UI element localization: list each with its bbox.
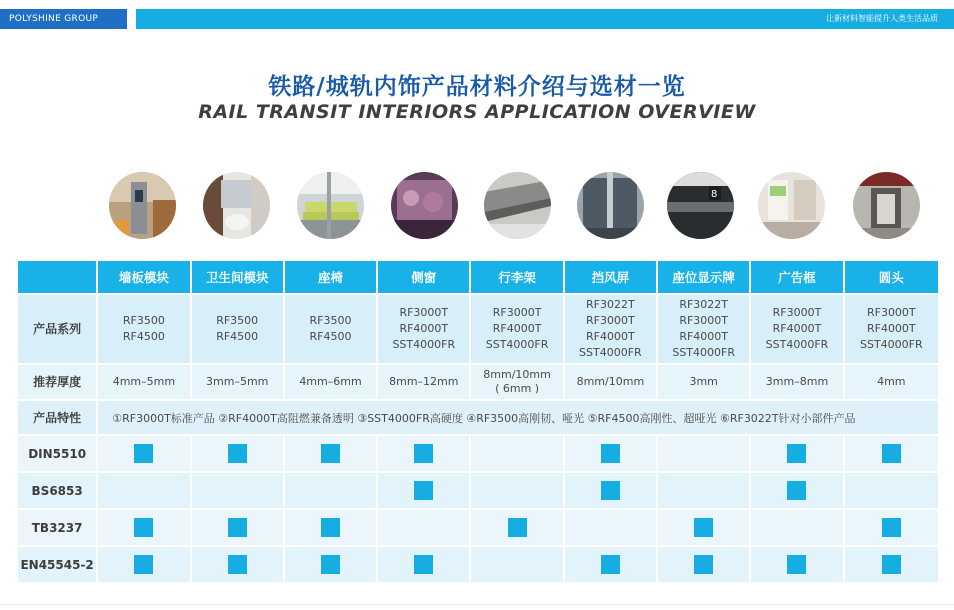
features-text: ①RF3000T标准产品 ②RF4000T高阻燃兼备透明 ③SST4000FR高硬度 ④RF3500高刚韧、哑光 ⑤RF4500高刚性、超哑光 ⑥RF3022T针对小部件产品 <box>98 401 938 436</box>
standard-cell <box>285 547 378 584</box>
standard-cell <box>565 473 658 510</box>
thickness-cell: 8mm/10mm ( 6mm ) <box>471 365 564 401</box>
header-corner <box>18 261 98 295</box>
standards-body <box>18 436 938 584</box>
col-header-seat-display: 座位显示牌 <box>658 261 751 295</box>
compliance-mark <box>508 518 527 537</box>
standard-name: BS6853 <box>18 473 98 510</box>
col-header-windscreen: 挡风屏 <box>565 261 658 295</box>
standard-cell <box>751 473 844 510</box>
standard-cell <box>471 547 564 584</box>
compliance-mark <box>228 444 247 463</box>
compliance-mark <box>414 444 433 463</box>
col-header-ad-frame: 广告框 <box>751 261 844 295</box>
compliance-mark <box>787 481 806 500</box>
series-cell: RF3500 RF4500 <box>192 295 285 365</box>
windscreen-photo <box>577 172 644 239</box>
compliance-mark <box>414 555 433 574</box>
standard-cell <box>751 547 844 584</box>
standard-row <box>18 473 938 510</box>
standard-cell <box>471 473 564 510</box>
compliance-mark <box>228 518 247 537</box>
thickness-cell: 4mm–6mm <box>285 365 378 401</box>
standard-cell <box>658 547 751 584</box>
compliance-mark <box>787 444 806 463</box>
top-banner <box>136 9 954 29</box>
slogan: 让新材料智能提升人类生活品质 <box>826 14 938 23</box>
standard-name: EN45545-2 <box>18 547 98 584</box>
compliance-mark <box>228 555 247 574</box>
standard-cell <box>98 547 191 584</box>
page-title-cn: 铁路/城轨内饰产品材料介绍与选材一览 <box>268 74 686 100</box>
standard-cell <box>658 473 751 510</box>
series-cell: RF3500 RF4500 <box>98 295 191 365</box>
standard-name: TB3237 <box>18 510 98 547</box>
bottom-divider <box>0 604 954 605</box>
thickness-row <box>18 365 938 401</box>
col-header-toilet-module: 卫生间模块 <box>192 261 285 295</box>
col-header-round-head: 圆头 <box>845 261 938 295</box>
features-row <box>18 401 938 436</box>
series-cell: RF3022T RF3000T RF4000T SST4000FR <box>565 295 658 365</box>
thickness-cell: 3mm <box>658 365 751 401</box>
compliance-mark <box>134 555 153 574</box>
series-row <box>18 295 938 365</box>
standard-cell <box>378 473 471 510</box>
series-cell: RF3000T RF4000T SST4000FR <box>845 295 938 365</box>
standard-cell <box>378 436 471 473</box>
ad-frame-photo <box>758 172 825 239</box>
col-header-luggage-rack: 行李架 <box>471 261 564 295</box>
standard-cell <box>751 436 844 473</box>
compliance-mark <box>601 481 620 500</box>
compliance-mark <box>321 444 340 463</box>
series-cell: RF3022T RF3000T RF4000T SST4000FR <box>658 295 751 365</box>
compliance-mark <box>414 481 433 500</box>
series-cell: RF3000T RF4000T SST4000FR <box>751 295 844 365</box>
standard-cell <box>658 436 751 473</box>
compliance-mark <box>321 518 340 537</box>
seat-photo <box>297 172 364 239</box>
series-cell: RF3000T RF4000T SST4000FR <box>378 295 471 365</box>
standard-row <box>18 510 938 547</box>
thickness-cell: 4mm–5mm <box>98 365 191 401</box>
round-head-photo <box>853 172 920 239</box>
thickness-cell: 4mm <box>845 365 938 401</box>
thickness-cell: 8mm/10mm <box>565 365 658 401</box>
standard-cell <box>378 547 471 584</box>
compliance-mark <box>882 444 901 463</box>
compliance-mark <box>134 444 153 463</box>
brand-badge: POLYSHINE GROUP <box>0 9 127 29</box>
row-label-thickness: 推荐厚度 <box>18 365 98 401</box>
table-header-row <box>18 261 938 295</box>
standard-cell <box>192 436 285 473</box>
standard-cell <box>192 510 285 547</box>
compliance-mark <box>601 555 620 574</box>
col-header-side-window: 侧窗 <box>378 261 471 295</box>
standard-cell <box>565 547 658 584</box>
thickness-cell: 3mm–5mm <box>192 365 285 401</box>
row-label-features: 产品特性 <box>18 401 98 436</box>
standard-cell <box>565 510 658 547</box>
compliance-mark <box>321 555 340 574</box>
luggage-rack-photo <box>484 172 551 239</box>
col-header-wall-panel: 墙板模块 <box>98 261 191 295</box>
standard-cell <box>845 547 938 584</box>
standard-cell <box>285 510 378 547</box>
standard-cell <box>751 510 844 547</box>
standard-cell <box>285 436 378 473</box>
standard-cell <box>98 436 191 473</box>
thickness-cell: 8mm–12mm <box>378 365 471 401</box>
compliance-mark <box>694 555 713 574</box>
standard-cell <box>845 436 938 473</box>
side-window-photo <box>391 172 458 239</box>
standard-row <box>18 436 938 473</box>
standard-cell <box>845 473 938 510</box>
standard-cell <box>565 436 658 473</box>
compliance-mark <box>601 444 620 463</box>
col-header-seat: 座椅 <box>285 261 378 295</box>
material-selection-table <box>18 261 938 584</box>
compliance-mark <box>134 518 153 537</box>
compliance-mark <box>694 518 713 537</box>
series-cell: RF3500 RF4500 <box>285 295 378 365</box>
compliance-mark <box>882 518 901 537</box>
standard-name: DIN5510 <box>18 436 98 473</box>
standard-cell <box>378 510 471 547</box>
compliance-mark <box>787 555 806 574</box>
row-label-series: 产品系列 <box>18 295 98 365</box>
svg-text:8: 8 <box>711 189 718 200</box>
standard-cell <box>192 547 285 584</box>
standard-cell <box>471 510 564 547</box>
standard-cell <box>285 473 378 510</box>
page-title-en: RAIL TRANSIT INTERIORS APPLICATION OVERVIEW <box>198 101 756 123</box>
thickness-cell: 3mm–8mm <box>751 365 844 401</box>
standard-cell <box>98 473 191 510</box>
compliance-mark <box>882 555 901 574</box>
standard-cell <box>471 436 564 473</box>
seat-display-photo <box>667 172 734 239</box>
series-cell: RF3000T RF4000T SST4000FR <box>471 295 564 365</box>
standard-cell <box>192 473 285 510</box>
toilet-module-photo <box>203 172 270 239</box>
standard-cell <box>98 510 191 547</box>
standard-cell <box>658 510 751 547</box>
standard-cell <box>845 510 938 547</box>
wall-panel-photo <box>109 172 176 239</box>
standard-row <box>18 547 938 584</box>
